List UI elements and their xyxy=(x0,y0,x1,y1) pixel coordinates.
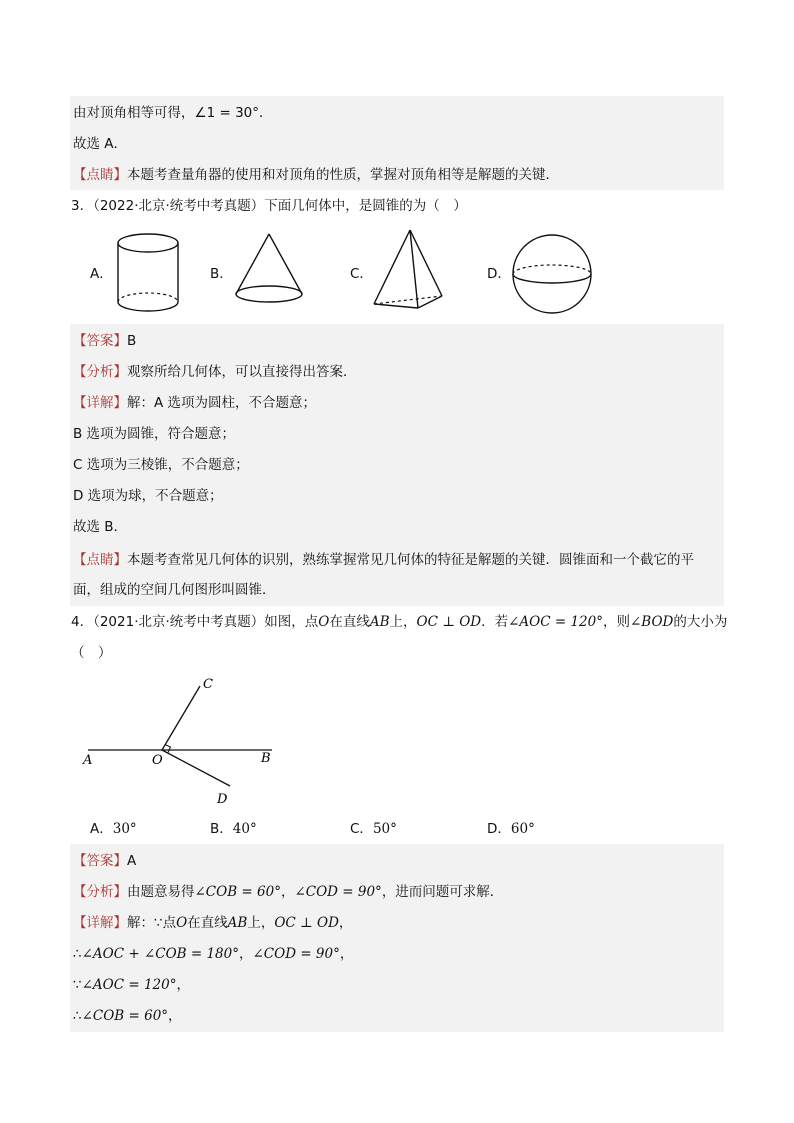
analysis-tag: 【分析】 xyxy=(73,364,127,380)
dianjing-text: 本题考查量角器的使用和对顶角的性质，掌握对顶角相等是解题的关键． xyxy=(127,167,559,183)
q4-step-1 xyxy=(73,944,353,964)
q3-option-c-label: C． xyxy=(350,266,373,282)
q4-option-d-value: 60° xyxy=(510,821,535,837)
detail-text: 解：∵点 xyxy=(127,915,177,931)
q3-analysis xyxy=(73,362,357,382)
detail-tag: 【详解】 xyxy=(73,915,127,931)
q4-option-c-value: 50° xyxy=(372,821,397,837)
separator: ， xyxy=(176,977,190,993)
q4-stem-text: 4．（2021·北京·统考中考真题）如图，点 xyxy=(71,614,319,630)
perp-condition: OC ⊥ OD xyxy=(274,915,339,931)
q4-option-c-label: C． xyxy=(350,821,373,837)
q4-option-b xyxy=(210,819,257,839)
therefore-sign: ∴ xyxy=(73,946,82,962)
label-c: C xyxy=(203,677,213,692)
label-a: A xyxy=(83,753,93,768)
perp-condition: OC ⊥ OD xyxy=(416,614,482,630)
q4-solution-block xyxy=(70,844,724,1032)
q4-step-3 xyxy=(73,1006,182,1026)
label-b: B xyxy=(261,751,271,766)
q3-stem: 3．（2022·北京·统考中考真题）下面几何体中，是圆锥的为（ ） xyxy=(71,198,467,214)
dianjing-tag: 【点睛】 xyxy=(73,167,127,183)
step-math: ∠COD = 90° xyxy=(252,946,340,962)
q4-option-c xyxy=(350,819,397,839)
line-ab: AB xyxy=(369,614,390,630)
q3-dianjing-2: 面，组成的空间几何图形叫圆锥． xyxy=(73,582,276,598)
q3-detail-4: D 选项为球，不合题意； xyxy=(73,488,223,504)
detail-text: ， xyxy=(338,915,353,931)
answer-tag: 【答案】 xyxy=(73,333,127,349)
label-d: D xyxy=(217,792,228,807)
q4-stem-paren: （ ） xyxy=(71,645,112,661)
q4-option-d-label: D． xyxy=(487,821,511,837)
sphere-figure xyxy=(512,234,602,324)
q4-option-b-value: 40° xyxy=(232,821,257,837)
point-o: O xyxy=(176,915,188,931)
dianjing-text: 本题考查常见几何体的识别，熟练掌握常见几何体的特征是解题的关键．圆锥面和一个截它的平 xyxy=(127,552,694,568)
detail-text: 上， xyxy=(247,915,275,931)
detail-text: 解：A 选项为圆柱，不合题意； xyxy=(127,395,317,411)
cylinder-figure xyxy=(114,232,194,322)
q3-detail-1 xyxy=(73,393,316,413)
because-sign: ∵ xyxy=(73,977,82,993)
step-math: ∠COB = 60° xyxy=(81,1008,169,1024)
q4-detail-1 xyxy=(73,913,352,933)
q4-stem xyxy=(71,612,727,632)
therefore-sign: ∴ xyxy=(73,1008,82,1024)
q4-option-a xyxy=(90,819,137,839)
q4-option-d xyxy=(487,819,535,839)
step-math: ∠AOC = 120° xyxy=(81,977,177,993)
q4-stem-text: ，则 xyxy=(602,614,630,630)
q4-answer xyxy=(73,851,136,871)
q2-choice: 故选 A． xyxy=(73,136,128,152)
q3-detail-3: C 选项为三棱锥，不合题意； xyxy=(73,457,249,473)
angle-figure xyxy=(70,672,290,812)
q2-dianjing xyxy=(73,165,559,185)
analysis-tag: 【分析】 xyxy=(73,884,127,900)
q4-stem-text: ．若 xyxy=(481,614,509,630)
analysis-math: ∠COD = 90° xyxy=(294,884,382,900)
answer-value: A xyxy=(127,853,137,869)
detail-tag: 【详解】 xyxy=(73,395,127,411)
dianjing-tag: 【点睛】 xyxy=(73,552,127,568)
separator: ， xyxy=(239,946,253,962)
q4-analysis xyxy=(73,882,503,902)
q4-option-a-value: 30° xyxy=(112,821,137,837)
angle-bod: ∠BOD xyxy=(629,614,674,630)
line-ab: AB xyxy=(227,915,248,931)
q3-option-b-label: B． xyxy=(210,266,233,282)
analysis-text: ，进而问题可求解． xyxy=(381,884,504,900)
q4-step-2 xyxy=(73,975,190,995)
detail-text: 在直线 xyxy=(187,915,228,931)
q4-option-a-label: A． xyxy=(90,821,113,837)
answer-value: B xyxy=(127,333,137,349)
q2-conclusion: 由对顶角相等可得，∠1 = 30°． xyxy=(73,105,273,121)
analysis-text: 由题意易得 xyxy=(127,884,195,900)
separator: ， xyxy=(168,1008,182,1024)
analysis-text: ， xyxy=(280,884,295,900)
separator: ， xyxy=(339,946,354,962)
triangular-pyramid-figure xyxy=(372,228,452,318)
point-o: O xyxy=(318,614,330,630)
analysis-text: 观察所给几何体，可以直接得出答案． xyxy=(127,364,357,380)
q3-dianjing-1 xyxy=(73,550,694,570)
q3-detail-5: 故选 B． xyxy=(73,519,128,535)
q3-option-a-label: A． xyxy=(90,266,113,282)
q4-stem-text: 上， xyxy=(389,614,417,630)
angle-aoc: ∠AOC = 120° xyxy=(508,614,603,630)
q4-stem-text: 在直线 xyxy=(329,614,370,630)
label-o: O xyxy=(152,753,163,768)
analysis-math: ∠COB = 60° xyxy=(194,884,281,900)
answer-tag: 【答案】 xyxy=(73,853,127,869)
q4-stem-text: 的大小为 xyxy=(673,614,728,630)
q4-option-b-label: B． xyxy=(210,821,233,837)
q3-option-d-label: D． xyxy=(487,266,511,282)
q3-answer xyxy=(73,331,136,351)
step-math: ∠AOC + ∠COB = 180° xyxy=(81,946,239,962)
cone-figure xyxy=(233,234,313,324)
q3-detail-2: B 选项为圆锥，符合题意； xyxy=(73,426,236,442)
